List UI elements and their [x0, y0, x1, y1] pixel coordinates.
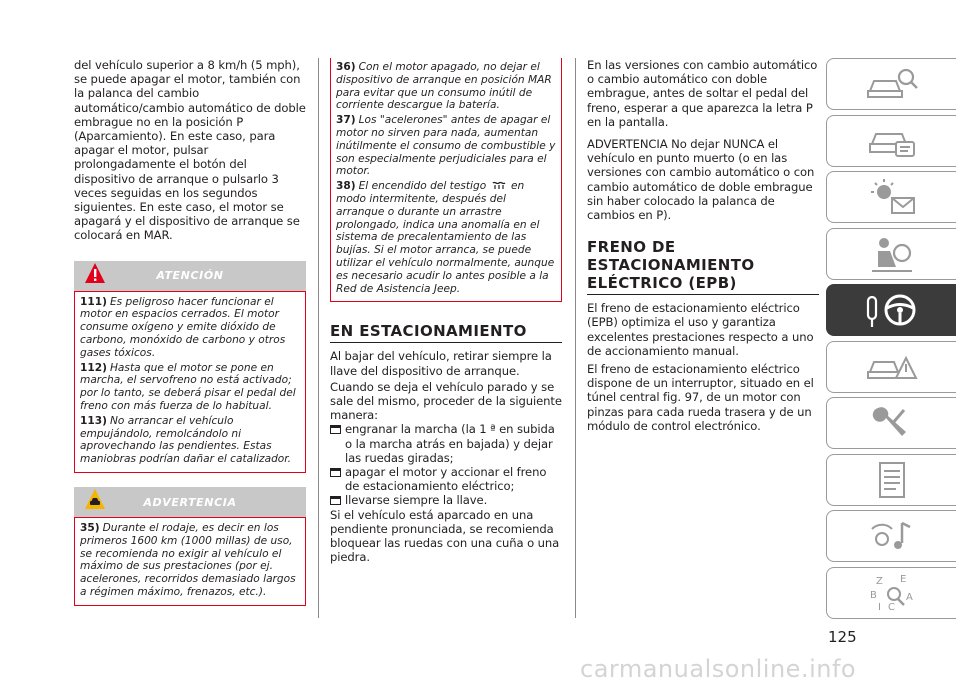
chapter-tabs [826, 58, 956, 623]
multimedia-icon [862, 515, 922, 557]
bullet-marker-icon [330, 468, 341, 477]
svg-text:E: E [899, 573, 906, 585]
epb-para-1: El freno de estacionamiento eléctrico (EPB) optimiza el uso y garantiza excelentes prestaciones respecto a uno de accionamiento manual. [587, 301, 814, 358]
neutral-warning-paragraph: ADVERTENCIA No dejar NUNCA el vehículo en punto muerto (o en las versiones con cambio automático o con cambio automático de doble embrague sin haber colocado la palanca de cambios en P). [587, 137, 815, 223]
tab-lights-messages[interactable] [826, 171, 956, 223]
column-right-intro [587, 58, 819, 222]
warning-header [74, 487, 306, 517]
page-number: 125 [828, 628, 857, 646]
note-36: 36) Con el motor apagado, no dejar el dispositivo de arranque en posición MAR para evitar que un consumo inútil de corriente descargue la batería. [336, 61, 552, 112]
epb-para-2: El freno de estacionamiento eléctrico dispone de un interruptor, situado en el túnel central fig. 97, de un motor con pinzas para cada rueda trasera y de un módulo de control electrónico. [587, 362, 814, 433]
automatic-gearbox-paragraph: En las versiones con cambio automático o cambio automático con doble embrague, antes de soltar el pedal del freno, esperar a que aparezca la letra P en la pantalla. [587, 58, 818, 129]
airbag-person-icon [862, 233, 922, 275]
car-warning-triangle-icon [84, 487, 106, 513]
column-divider [318, 58, 319, 618]
tab-multimedia[interactable] [826, 510, 956, 562]
parking-para-2: Cuando se deja el vehículo parado y se sale del mismo, proceder de la siguiente manera: [330, 379, 562, 423]
parking-para-1: Al bajar del vehículo, retirar siempre la llave del dispositivo de arranque. [330, 349, 552, 378]
tab-index[interactable] [826, 567, 956, 619]
note-35: 35) Durante el rodaje, es decir en los primeros 1600 km (1000 millas) de uso, se recomienda no exigir al vehículo el máximo de sus prestaciones (por ej. acelerones, recorridos demasiado largos a régimen máximo, frenazos, etc.). [80, 522, 296, 598]
car-search-icon [862, 63, 922, 105]
parking-content [330, 349, 562, 564]
svg-text:C: C [887, 601, 895, 613]
tab-car-search[interactable] [826, 58, 956, 110]
alphabet-index-icon [862, 572, 922, 614]
notes-continuation-box [330, 58, 562, 302]
tab-emergency[interactable] [826, 341, 956, 393]
light-message-icon [862, 176, 922, 218]
note-37: 37) Los "acelerones" antes de apagar el motor no sirven para nada, aumentan inútilmente el consumo de combustible y son especialmente perjudiciales para el motor. [336, 114, 556, 178]
warning-title: ADVERTENCIA [143, 495, 237, 509]
svg-text:A: A [905, 591, 913, 603]
tab-starting-driving[interactable] [826, 284, 956, 336]
bullet-item: llevarse siempre la llave. [330, 493, 562, 507]
attention-header [74, 261, 306, 291]
section-title-epb: FRENO DE ESTACIONAMIENTO ELÉCTRICO (EPB) [587, 238, 819, 295]
car-dashboard-icon [862, 120, 922, 162]
bullet-marker-icon [330, 496, 341, 505]
data-sheet-icon [862, 459, 922, 501]
parking-para-3: Si el vehículo está aparcado en una pendiente pronunciada, se recomienda bloquear las ruedas con una cuña o una piedra. [330, 507, 560, 565]
note-113: 113) No arrancar el vehículo empujándolo, remolcándolo ni aprovechando las pendientes. Estas maniobras podrían dañar el catalizador. [80, 414, 292, 466]
svg-text:I: I [877, 601, 881, 613]
bullet-marker-icon [330, 425, 341, 434]
intro-paragraph: del vehículo superior a 8 km/h (5 mph), se puede apagar el motor, también con la palanca del cambio automático/cambio automático de doble embrague no en la posición P (Aparcamiento). En este caso, para apagar el motor, pulsar prolongadamente el botón del dispositivo de arranque o pulsarlo 3 veces seguidas en los segundos siguientes. En este caso, el motor se apagará y el dispositivo de arranque se colocará en MAR. [74, 58, 306, 243]
tab-dashboard[interactable] [826, 115, 956, 167]
bullet-item: apagar el motor y accionar el freno de estacionamiento eléctrico; [330, 465, 562, 493]
bullet-item: engranar la marcha (la 1 ª en subida o la marcha atrás en bajada) y dejar las ruedas giradas; [330, 422, 562, 465]
glow-plug-icon [492, 181, 506, 190]
note-111: 111) Es peligroso hacer funcionar el motor en espacios cerrados. El motor consume oxígeno y emite dióxido de carbono, monóxido de carbono y otros gases tóxicos. [80, 295, 286, 359]
tab-safety[interactable] [826, 228, 956, 280]
car-warning-icon [862, 346, 922, 388]
tab-maintenance[interactable] [826, 397, 956, 449]
danger-triangle-icon [84, 261, 106, 287]
svg-text:B: B [869, 589, 877, 601]
column-middle [330, 58, 562, 568]
note-112: 112) Hasta que el motor se pone en marcha, el servofreno no está activado; por lo tanto, se deberá pisar el pedal del freno con más fuerza de lo habitual. [80, 361, 296, 413]
key-steering-wheel-icon [862, 289, 922, 331]
epb-content [587, 301, 819, 433]
column-right [587, 58, 819, 437]
warning-box [74, 517, 306, 606]
section-title-parking: EN ESTACIONAMIENTO [330, 322, 562, 343]
column-left [74, 58, 306, 606]
attention-box [74, 291, 306, 473]
watermark: carmanualsonline.info [580, 655, 857, 683]
tab-technical-data[interactable] [826, 454, 956, 506]
wrench-icon [862, 402, 922, 444]
note-38: 38) El encendido del testigo en modo intermitente, después del arranque o durante un arrastre prolongado, indica una anomalía en el sistema de precalentamiento de las bujías. Si el motor arranca, se puede utilizar el vehículo normalmente, aunque es necesario acudir lo antes posible a la Red de Asistencia Jeep. [336, 180, 555, 295]
svg-text:Z: Z [875, 575, 883, 587]
attention-title: ATENCIÓN [156, 269, 224, 283]
column-divider [575, 58, 576, 618]
